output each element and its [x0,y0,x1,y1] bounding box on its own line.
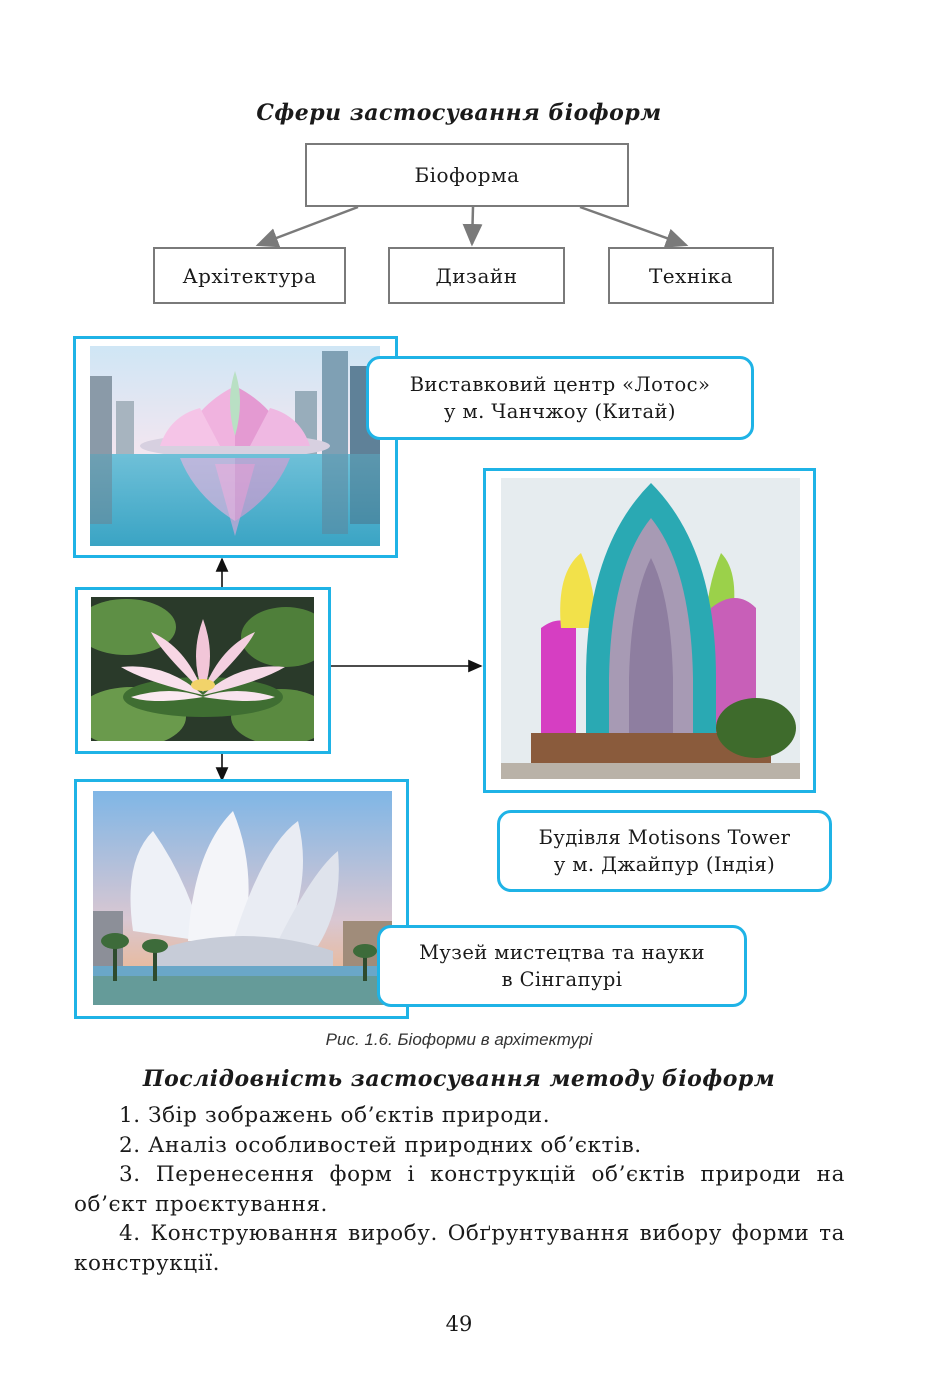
root-label: Біоформа [414,163,520,187]
connector-design [472,207,473,244]
step-item: 3. Перенесення форм і конструкцій об’єктів природи на об’єкт проєктування. [74,1162,845,1217]
callout-line: Музей мистецтва та науки [419,941,705,964]
callout-line: у м. Джайпур (Індія) [553,853,776,876]
photo-lotus-center [90,346,380,546]
branch-box-design [388,247,565,304]
connector-technology [580,207,686,245]
branch-label: Дизайн [435,263,518,288]
photo-museum [93,791,392,1005]
callout-museum [377,925,747,1007]
photo-motisons [501,478,800,779]
callout-motisons [497,810,832,892]
step-item: 1. Збір зображень об’єктів природи. [119,1103,551,1128]
callout-lotus-center [366,356,754,440]
branch-label: Архітектура [182,263,317,288]
page-number: 49 [445,1312,473,1336]
step-item: 4. Конструювання виробу. Обґрунтування вибору форми та конструкції. [74,1221,845,1276]
step-item: 2. Аналіз особливостей природних об’єктів. [119,1132,642,1158]
branch-box-architecture [153,247,346,304]
connector-architecture [258,207,358,245]
branch-label: Техніка [648,263,734,288]
figure-caption: Рис. 1.6. Біоформи в архітектурі [325,1030,593,1049]
diagram-title: Сфери застосування біоформ [256,100,662,126]
steps-list [74,1101,845,1278]
section-title: Послідовність застосування методу біоформ [142,1066,776,1092]
callout-line: в Сінгапурі [501,968,623,991]
callout-line: Будівля Motisons Tower [538,826,791,849]
callout-line: у м. Чанчжоу (Китай) [444,400,676,423]
callout-line: Виставковий центр «Лотос» [409,373,711,396]
root-box [305,143,629,207]
branch-box-technology [608,247,774,304]
photo-lotus-flower [91,597,314,741]
